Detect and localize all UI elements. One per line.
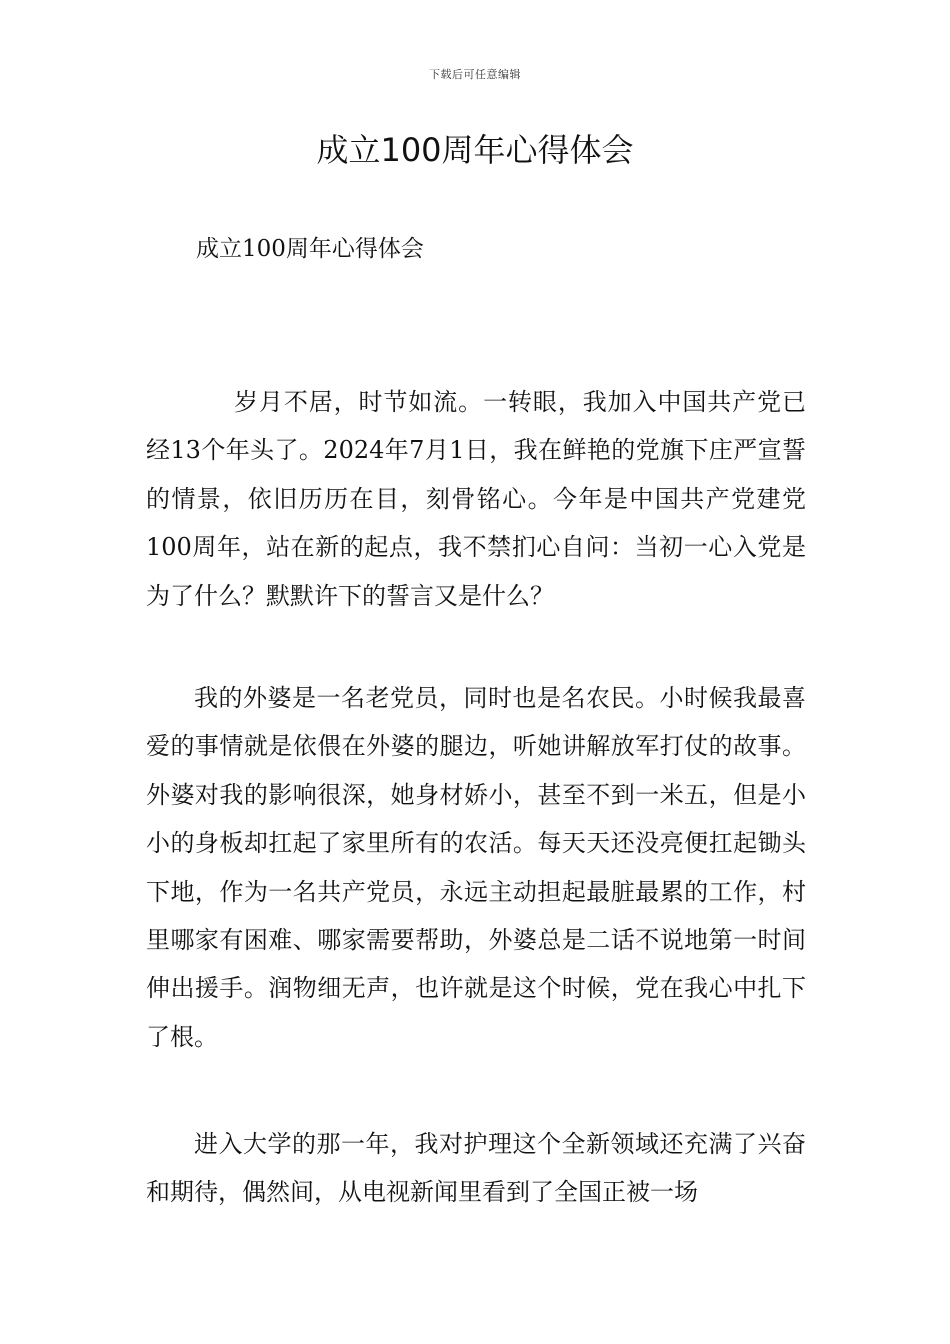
page-title: 成立100周年心得体会 xyxy=(316,131,634,169)
paragraph-3: 进入大学的那一年，我对护理这个全新领域还充满了兴奋和期待，偶然间，从电视新闻里看到了全国正被一场 xyxy=(146,1130,806,1207)
paragraph-1: 岁月不居，时节如流。一转眼，我加入中国共产党已经13个年头了。2024年7月1日，我在鲜艳的党旗下庄严宣誓的情景，依旧历历在目，刻骨铭心。今年是中国共产党建党100周年，站在新的起点，我不禁扪心自问：当初一心入党是为了什么？默默许下的誓言又是什么？ xyxy=(146,388,806,610)
paragraph-1-block xyxy=(146,378,806,620)
paragraph-2: 我的外婆是一名老党员，同时也是名农民。小时候我最喜爱的事情就是依偎在外婆的腿边，听她讲解放军打仗的故事。外婆对我的影响很深，她身材娇小，甚至不到一米五，但是小小的身板却扛起了家里所有的农活。每天天还没亮便扛起锄头下地，作为一名共产党员，永远主动担起最脏最累的工作，村里哪家有困难、哪家需要帮助，外婆总是二话不说地第一时间伸出援手。润物细无声，也许就是这个时候，党在我心中扎下了根。 xyxy=(146,684,806,1051)
paragraph-3-block xyxy=(146,1120,806,1217)
paragraph-2-block xyxy=(146,674,806,1061)
subtitle: 成立100周年心得体会 xyxy=(196,236,424,262)
header-note: 下载后可任意编辑 xyxy=(429,68,521,81)
